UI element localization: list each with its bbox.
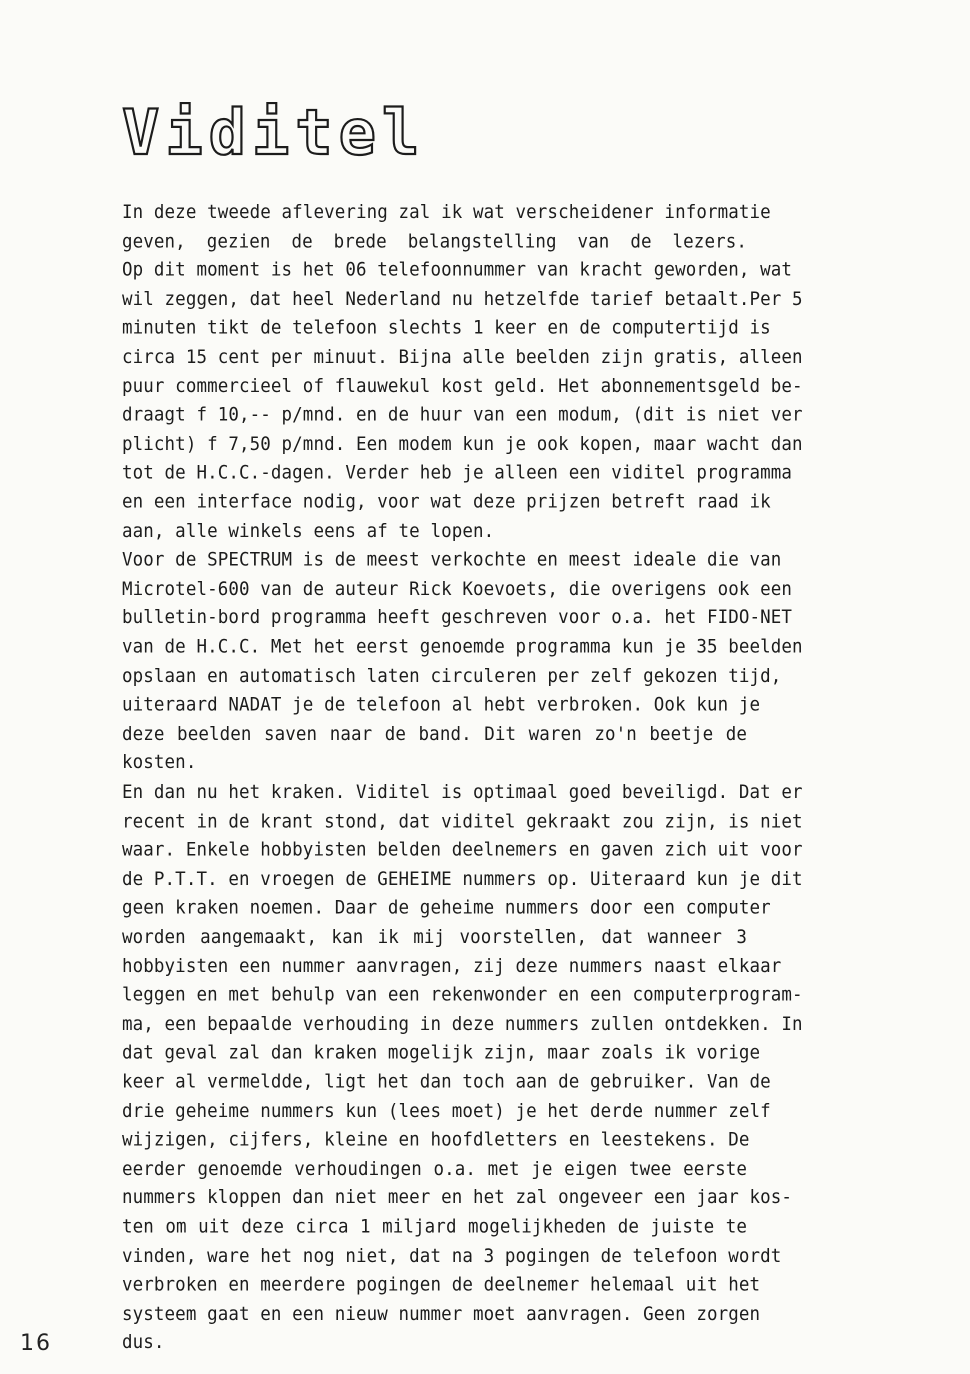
text-line: wil zeggen, dat heel Nederland nu hetzelfde tarief betaalt.Per 5 — [122, 289, 803, 311]
text-line: tot de H.C.C.-dagen. Verder heb je alleen een viditel programma — [122, 462, 793, 484]
text-line: drie geheime nummers kun (lees moet) je het derde nummer zelf — [122, 1100, 771, 1122]
text-line: geven, gezien de brede belangstelling van de lezers. — [122, 231, 747, 253]
text-line: geen kraken noemen. Daar de geheime nummers door een computer — [122, 898, 771, 920]
text-line: Op dit moment is het 06 telefoonnummer van kracht geworden, wat — [122, 260, 793, 282]
text-line: wijzigen, cijfers, kleine en hoofdletters en leestekens. De — [122, 1129, 750, 1151]
text-line: nummers kloppen dan niet meer en het zal ongeveer een jaar kos- — [122, 1187, 793, 1209]
text-line: uiteraard NADAT je de telefoon al hebt verbroken. Ook kun je — [122, 694, 761, 716]
text-line: ten om uit deze circa 1 miljard mogelijkheden de juiste te — [122, 1216, 747, 1238]
text-line: systeem gaat en een nieuw nummer moet aanvragen. Geen zorgen — [122, 1303, 761, 1325]
text-line: circa 15 cent per minuut. Bijna alle beelden zijn gratis, alleen — [122, 347, 803, 369]
text-line: opslaan en automatisch laten circuleren per zelf gekozen tijd, — [122, 665, 782, 687]
text-line: Microtel-600 van de auteur Rick Koevoets, die overigens ook een — [122, 578, 793, 600]
text-line: en een interface nodig, voor wat deze prijzen betreft raad ik — [122, 491, 771, 513]
text-line: Voor de SPECTRUM is de meest verkochte en meest ideale die van — [122, 549, 782, 571]
text-line: minuten tikt de telefoon slechts 1 keer en de computertijd is — [122, 318, 771, 340]
text-line: dus. — [122, 1332, 165, 1354]
text-line: draagt f 10,-- p/mnd. en de huur van een modum, (dit is niet ver — [122, 404, 803, 426]
text-line: verbroken en meerdere pogingen de deelnemer helemaal uit het — [122, 1274, 761, 1296]
text-line: In deze tweede aflevering zal ik wat verscheidener informatie — [122, 202, 771, 224]
text-line: keer al vermeldde, ligt het dan toch aan de gebruiker. Van de — [122, 1071, 771, 1093]
text-line: dat geval zal dan kraken mogelijk zijn, maar zoals ik vorige — [122, 1042, 761, 1064]
text-line: hobbyisten een nummer aanvragen, zij deze nummers naast elkaar — [122, 955, 782, 977]
text-line: plicht) f 7,50 p/mnd. Een modem kun je ook kopen, maar wacht dan — [122, 433, 803, 455]
text-line: puur commercieel of flauwekul kost geld. Het abonnementsgeld be- — [122, 375, 803, 397]
text-line: deze beelden saven naar de band. Dit waren zo'n beetje de — [122, 723, 747, 745]
text-line: de P.T.T. en vroegen de GEHEIME nummers op. Uiteraard kun je dit — [122, 869, 803, 891]
page-number: 16 — [20, 1331, 52, 1356]
text-line: kosten. — [122, 752, 197, 774]
page-title: Viditel — [122, 96, 426, 169]
text-line: van de H.C.C. Met het eerst genoemde programma kun je 35 beelden — [122, 636, 803, 658]
text-line: eerder genoemde verhoudingen o.a. met je eigen twee eerste — [122, 1158, 747, 1180]
text-line: aan, alle winkels eens af te lopen. — [122, 520, 495, 542]
paragraph-2 — [122, 779, 803, 1358]
text-line: leggen en met behulp van een rekenwonder en een computerprogram- — [122, 984, 803, 1006]
text-line: recent in de krant stond, dat viditel gekraakt zou zijn, is niet — [122, 811, 803, 833]
text-line: ma, een bepaalde verhouding in deze nummers zullen ontdekken. In — [122, 1013, 803, 1035]
text-line: En dan nu het kraken. Viditel is optimaal goed beveiligd. Dat er — [122, 782, 803, 804]
text-line: vinden, ware het nog niet, dat na 3 pogingen de telefoon wordt — [122, 1245, 782, 1267]
text-line: worden aangemaakt, kan ik mij voorstellen, dat wanneer 3 — [122, 927, 747, 949]
paragraph-1 — [122, 199, 803, 778]
text-line: waar. Enkele hobbyisten belden deelnemers en gaven zich uit voor — [122, 840, 803, 862]
text-line: bulletin-bord programma heeft geschreven voor o.a. het FIDO-NET — [122, 607, 793, 629]
